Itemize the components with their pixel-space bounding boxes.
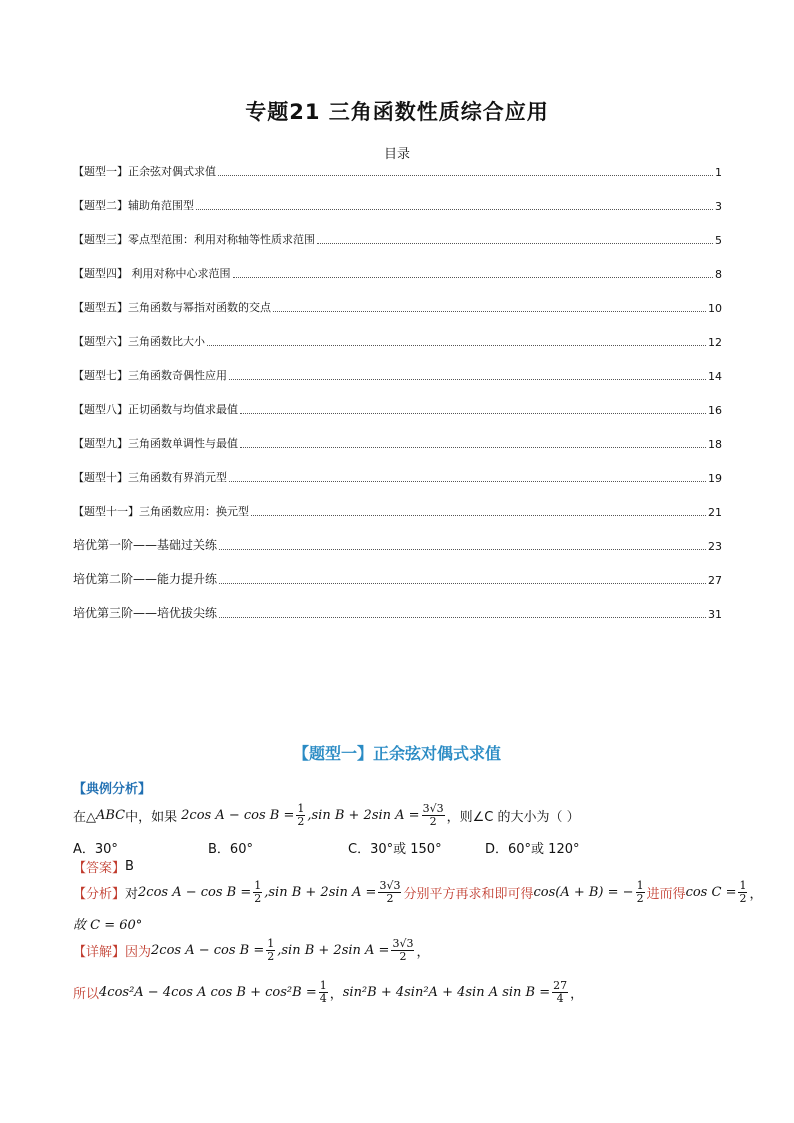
toc-item[interactable] <box>73 467 722 485</box>
analysis-expr1: 2cos A − cos B = <box>138 885 252 900</box>
toc-item-label: 【题型六】三角函数比大小 <box>73 335 205 348</box>
toc-item-page: 3 <box>715 200 722 213</box>
question-tail: ，则∠C 的大小为（ ） <box>446 810 580 825</box>
option-b: B．60° <box>208 842 253 857</box>
toc-item-label: 【题型二】辅助角范围型 <box>73 199 194 212</box>
toc-item[interactable] <box>73 603 722 621</box>
detail-line: 【详解】 因为 2cos A − cos B = $\frac{1}{2}$ ,sin B + 2sin A = $\frac{3√3}{2}$ ， <box>73 937 430 963</box>
toc-item-page: 19 <box>708 472 722 485</box>
toc-item[interactable] <box>73 297 722 315</box>
toc-item-page: 10 <box>708 302 722 315</box>
squared-expr-1: 4cos²A − 4cos A cos B + cos²B = <box>99 985 317 1000</box>
detail-label: 【详解】 <box>73 945 126 960</box>
toc-leader-dots <box>251 514 706 516</box>
detail-line-2: 所以 4cos²A − 4cos A cos B + cos²B = $\frac{1}{4}$ ， sin²B + 4sin²A + 4sin A sin B = $\frac{27}{4}$ ， <box>73 979 584 1005</box>
answer-label: 【答案】 <box>73 861 126 876</box>
toc-item-page: 16 <box>708 404 722 417</box>
toc-leader-dots <box>240 412 706 414</box>
toc-item-page: 21 <box>708 506 722 519</box>
toc-item-label: 【题型一】正余弦对偶式求值 <box>73 165 216 178</box>
option-c: C．30°或 150° <box>348 842 442 857</box>
toc-item[interactable] <box>73 229 722 247</box>
fraction-3root3-half: $\frac{3√3}{2}$ <box>422 802 444 828</box>
analysis-label: 【分析】 <box>73 887 126 902</box>
toc-leader-dots <box>233 276 714 278</box>
toc-item-page: 5 <box>715 234 722 247</box>
toc-item[interactable] <box>73 535 722 553</box>
toc-item-label: 培优第二阶——能力提升练 <box>73 572 218 586</box>
toc-item[interactable] <box>73 195 722 213</box>
expr-sinB-2sinA: ,sin B + 2sin A = <box>307 808 420 823</box>
toc-item[interactable] <box>73 433 722 451</box>
toc-item-label: 培优第一阶——基础过关练 <box>73 538 218 552</box>
toc-item-page: 8 <box>715 268 722 281</box>
example-label: 【典例分析】 <box>73 782 152 797</box>
toc-leader-dots <box>229 378 706 380</box>
analysis-expr2: ,sin B + 2sin A = <box>264 885 377 900</box>
triangle-name: ABC <box>96 808 126 823</box>
toc-item[interactable] <box>73 263 722 281</box>
question-line <box>73 803 580 828</box>
squared-expr-2: sin²B + 4sin²A + 4sin A sin B = <box>342 985 551 1000</box>
toc-item[interactable] <box>73 365 722 383</box>
section-title: 【题型一】正余弦对偶式求值 <box>292 744 501 763</box>
toc-leader-dots <box>317 242 713 244</box>
toc-leader-dots <box>229 480 706 482</box>
toc-item[interactable] <box>73 501 722 519</box>
toc-item-page: 23 <box>708 540 722 553</box>
answer-line <box>73 857 134 876</box>
toc-leader-dots <box>219 616 706 618</box>
toc-item[interactable] <box>73 399 722 417</box>
toc-item-label: 【题型三】零点型范围：利用对称轴等性质求范围 <box>73 233 315 246</box>
analysis-cosC: cos C = <box>685 885 737 900</box>
toc-item-label: 【题型四】 利用对称中心求范围 <box>73 267 231 280</box>
question-mid: 中，如果 <box>125 810 178 825</box>
toc-heading: 目录 <box>383 147 410 162</box>
toc-leader-dots <box>219 548 706 550</box>
fraction-one-half: $\frac{1}{2}$ <box>297 802 305 828</box>
toc-leader-dots <box>273 310 706 312</box>
analysis-cos-sum: cos(A + B) = − <box>533 885 634 900</box>
option-d: D．60°或 120° <box>485 842 580 857</box>
toc-item-label: 【题型十】三角函数有界消元型 <box>73 471 227 484</box>
analysis-text-d: 进而得 <box>646 887 686 902</box>
toc-item-label: 【题型五】三角函数与幂指对函数的交点 <box>73 301 271 314</box>
toc-item-page: 27 <box>708 574 722 587</box>
expr-2cosA-cosB: 2cos A − cos B = <box>181 808 295 823</box>
analysis-conclusion: 故 C = 60° <box>73 918 143 933</box>
analysis-text-b: 分别平方再求和即可得 <box>403 887 534 902</box>
toc-item-label: 【题型十一】三角函数应用：换元型 <box>73 505 249 518</box>
toc-item-label: 【题型八】正切函数与均值求最值 <box>73 403 238 416</box>
toc-leader-dots <box>240 446 706 448</box>
answer-value: B <box>125 859 134 874</box>
toc-item-label: 【题型九】三角函数单调性与最值 <box>73 437 238 450</box>
analysis-line: 【分析】 对 2cos A − cos B = $\frac{1}{2}$ ,sin B + 2sin A = $\frac{3√3}{2}$ 分别平方再求和即可得 cos(A + B) = − $\frac{1}{2}$ 进而得 cos C = $\frac{1}{2}$ ， <box>73 879 763 905</box>
toc-item-page: 12 <box>708 336 722 349</box>
toc-item-label: 培优第三阶——培优拔尖练 <box>73 606 218 620</box>
toc-item-page: 18 <box>708 438 722 451</box>
toc-item-label: 【题型七】三角函数奇偶性应用 <box>73 369 227 382</box>
page-title: 专题21 三角函数性质综合应用 <box>245 100 549 124</box>
toc-leader-dots <box>207 344 706 346</box>
toc-item[interactable] <box>73 569 722 587</box>
toc-leader-dots <box>196 208 713 210</box>
toc-item[interactable] <box>73 161 722 179</box>
option-a: A．30° <box>73 842 118 857</box>
toc-item-page: 14 <box>708 370 722 383</box>
toc-item[interactable] <box>73 331 722 349</box>
toc-item-page: 31 <box>708 608 722 621</box>
toc-leader-dots <box>218 174 713 176</box>
toc-leader-dots <box>219 582 706 584</box>
question-prefix: 在△ <box>73 810 96 825</box>
toc-item-page: 1 <box>715 166 722 179</box>
